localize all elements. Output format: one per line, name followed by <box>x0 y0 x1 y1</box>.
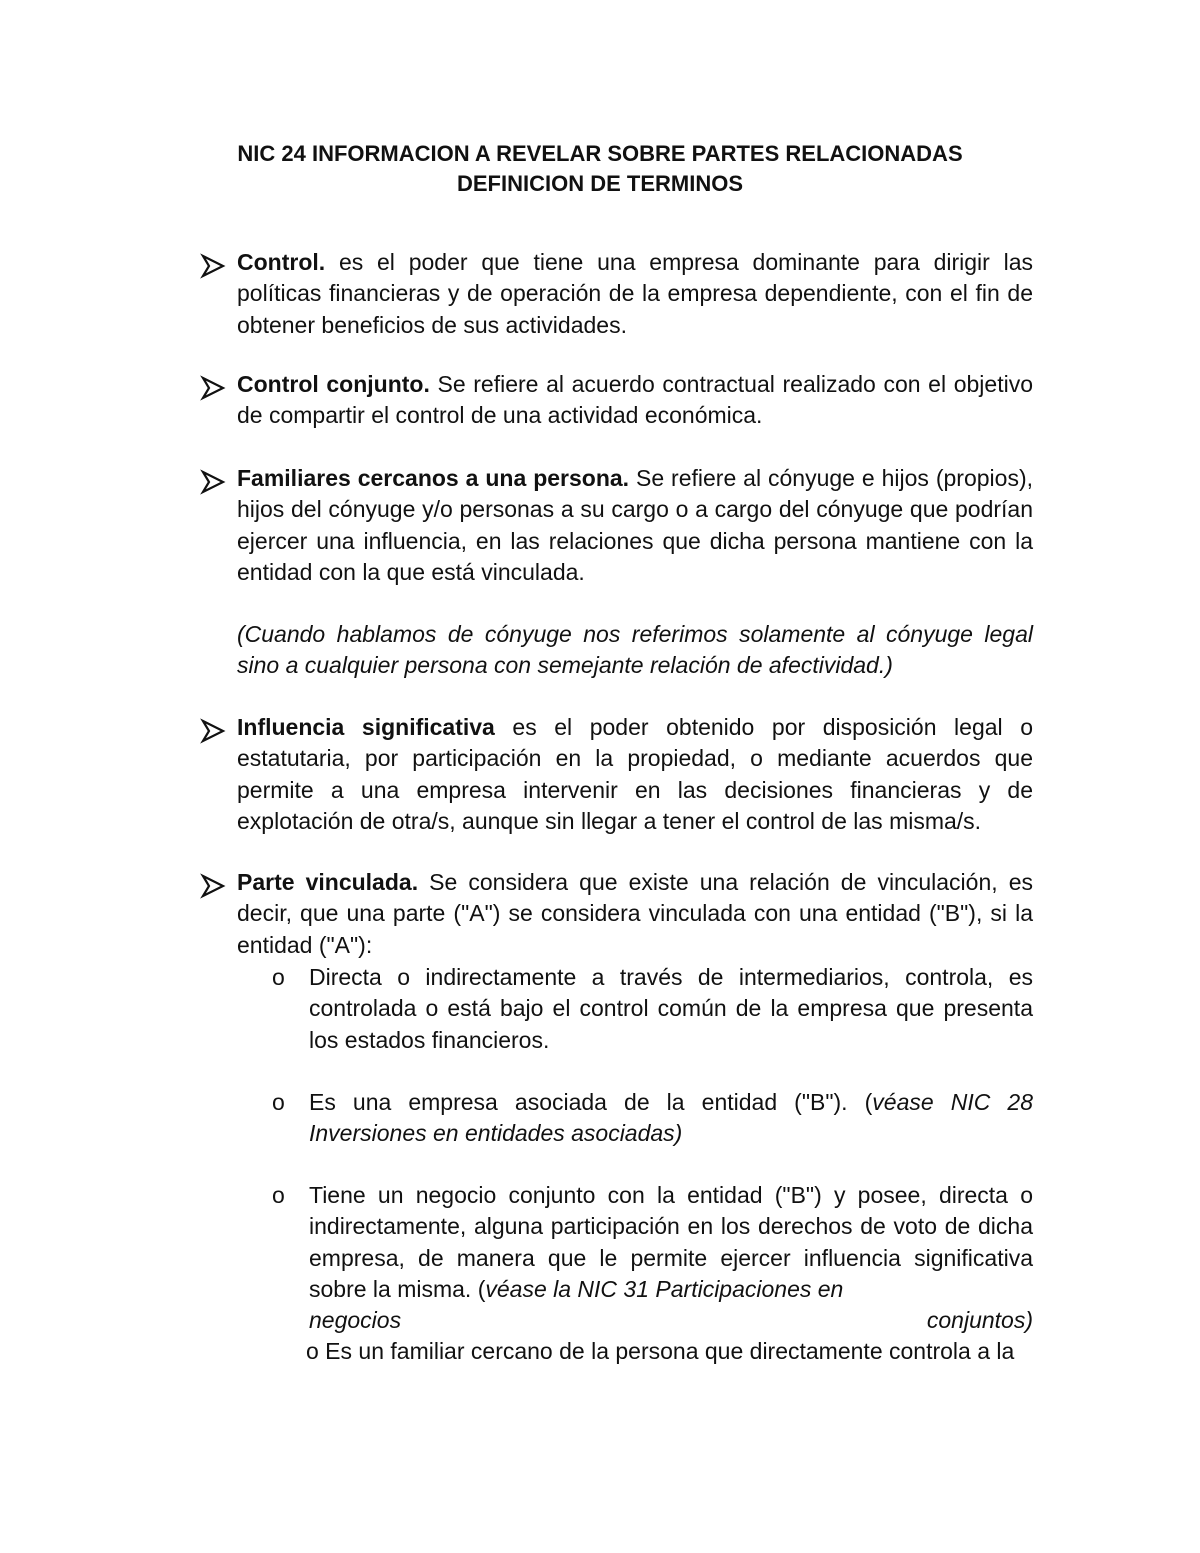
sub-item-3 <box>309 1180 1033 1336</box>
sub-item-2 <box>309 1087 1033 1150</box>
term-parte-vinculada: Parte vinculada. <box>237 869 419 895</box>
term-control: Control. <box>237 249 326 275</box>
definition-text: Se refiere al cónyuge e hijos (propios), hijos del cónyuge y/o personas a su cargo o a cargo del cónyuge que podrían ejercer una influencia, en las relaciones que dicha persona mantiene con la entidad con la que está vinculada. <box>237 465 1033 585</box>
arrowhead-bullet-icon <box>200 872 226 900</box>
sub-item-4 <box>306 1336 1030 1367</box>
circle-bullet: o <box>272 964 285 990</box>
arrowhead-bullet-icon <box>200 252 226 280</box>
definition-text: Se refiere al acuerdo contractual realizado con el objetivo de compartir el control de una actividad económica. <box>237 371 1033 429</box>
circle-bullet: o <box>272 1182 285 1208</box>
sub-item-text: Directa o indirectamente a través de intermediarios, controla, es controlada o está bajo el control común de la empresa que presenta los estados financieros. <box>309 964 1033 1053</box>
term-influencia: Influencia significativa <box>237 714 495 740</box>
document-title: NIC 24 INFORMACION A REVELAR SOBRE PARTES RELACIONADAS <box>237 141 963 166</box>
circle-bullet: o <box>272 1089 285 1115</box>
definition-familiares <box>237 463 1033 588</box>
arrowhead-bullet-icon <box>200 374 226 402</box>
sub-item-1 <box>309 962 1033 1056</box>
arrowhead-bullet-icon <box>200 468 226 496</box>
definition-influencia <box>237 712 1033 837</box>
definition-text: es el poder obtenido por disposición legal o estatutaria, por participación en la propiedad, o mediante acuerdos que permite a una empresa intervenir en las decisiones financieras y de explotación de otra/s, aunque sin llegar a tener el control de las misma/s. <box>237 714 1033 834</box>
sub-item-reference-word: negocios <box>309 1307 402 1334</box>
sub-item-reference: véase la NIC 31 Participaciones en <box>485 1275 844 1302</box>
definition-text: es el poder que tiene una empresa dominante para dirigir las políticas financieras y de operación de la empresa dependiente, con el fin de obtener beneficios de sus actividades. <box>237 249 1033 338</box>
sub-item-reference-word: conjuntos) <box>926 1307 1033 1334</box>
arrowhead-bullet-icon <box>200 717 226 745</box>
sub-item-text: Tiene un negocio conjunto con la entidad ("B") y posee, directa o indirectamente, alguna participación en los derechos de voto de dicha empresa, de manera que le permite ejercer influencia significativa sobre la misma. ( <box>309 1182 1033 1302</box>
definition-text: Se considera que existe una relación de vinculación, es decir, que una parte ("A") se considera vinculada con una entidad ("B"), si la entidad ("A"): <box>237 869 1033 958</box>
sub-item-text: Es una empresa asociada de la entidad ("B"). ( <box>309 1089 873 1115</box>
sub-item-reference: véase NIC 28 Inversiones en entidades asociadas) <box>309 1089 1033 1147</box>
definition-parte-vinculada <box>237 867 1033 961</box>
definition-control <box>237 247 1033 341</box>
document-subtitle: DEFINICION DE TERMINOS <box>456 171 743 196</box>
definition-control-conjunto <box>237 369 1033 432</box>
term-control-conjunto: Control conjunto. <box>237 371 430 397</box>
note-text: (Cuando hablamos de cónyuge nos referimos solamente al cónyuge legal sino a cualquier persona con semejante relación de afectividad.) <box>237 621 1033 679</box>
sub-item-text: o Es un familiar cercano de la persona que directamente controla a la <box>306 1338 1015 1364</box>
term-familiares: Familiares cercanos a una persona. <box>237 465 630 491</box>
note-conyuge <box>237 619 1033 682</box>
